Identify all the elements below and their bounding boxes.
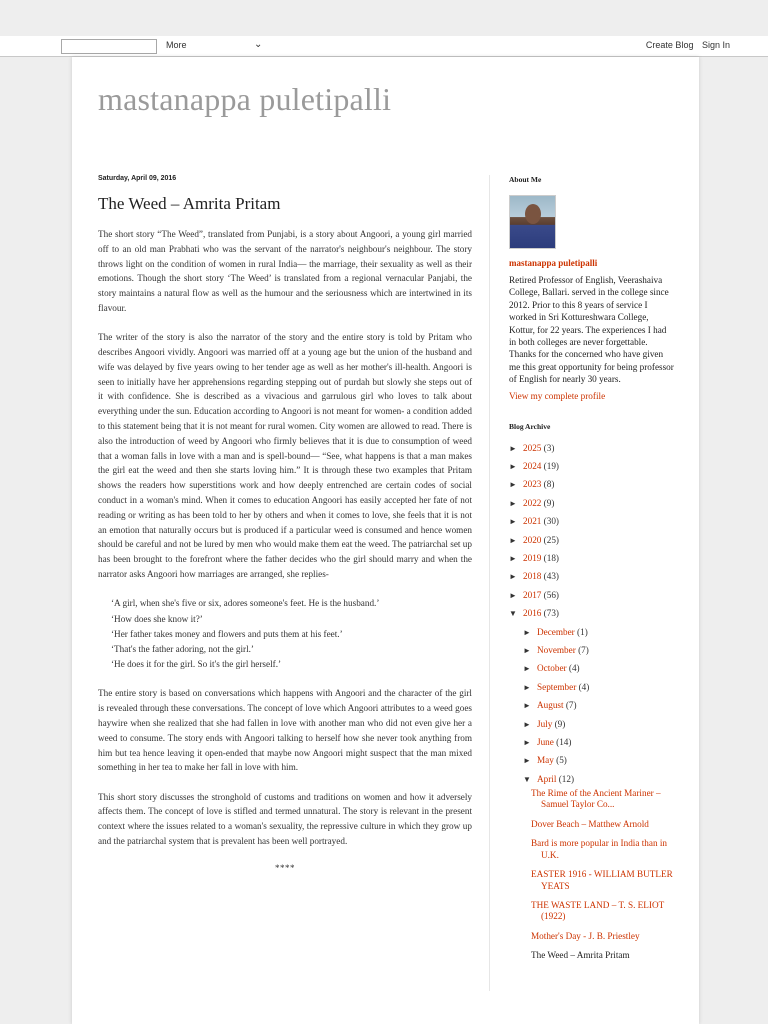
- archive-post-link[interactable]: Mother's Day - J. B. Priestley: [531, 930, 640, 941]
- expand-triangle-icon[interactable]: ►: [523, 737, 531, 747]
- expand-triangle-icon[interactable]: ►: [509, 443, 517, 453]
- archive-year[interactable]: [509, 457, 674, 475]
- expand-triangle-icon[interactable]: ►: [523, 664, 531, 674]
- archive-year-expanded[interactable]: [509, 604, 674, 622]
- archive-year-link[interactable]: 2019: [523, 553, 542, 563]
- archive-count: (1): [577, 626, 588, 637]
- blog-archive: [509, 422, 674, 962]
- post-body: [98, 227, 472, 876]
- archive-month[interactable]: [509, 641, 674, 659]
- blog-page: [72, 57, 699, 1024]
- archive-month-expanded[interactable]: [509, 770, 674, 788]
- archive-month[interactable]: [509, 659, 674, 677]
- archive-count: (7): [565, 700, 577, 711]
- expand-triangle-icon[interactable]: ►: [509, 498, 517, 508]
- archive-count: (18): [543, 553, 559, 563]
- archive-year[interactable]: [509, 475, 674, 493]
- april-post-list: [509, 788, 674, 961]
- expand-triangle-icon[interactable]: ►: [509, 517, 517, 527]
- archive-month-link[interactable]: July: [537, 718, 553, 729]
- archive-month[interactable]: [509, 733, 674, 751]
- profile-description: Retired Professor of English, Veerashaiva College, Ballari. served in the college since 2012. Prior to this 8 years of service I worked in Sri Kottureshwara College, Kottur, for 22 years. The experiences I had in both colleges are never forgettable. Thanks for the concerned who have given me this great opportunity for being professor of English for nearly 30 years.: [509, 275, 674, 385]
- archive-month[interactable]: [509, 751, 674, 769]
- create-blog-link[interactable]: Create Blog: [645, 40, 694, 50]
- post-paragraph: The writer of the story is also the narrator of the story and the entire story is told by Pritam who describes Angoori vividly. Angoori was married off at a young age but the union of the husband and wife was delayed by five years owing to her tender age as well as her mother's ill-health. Angoori is seen to initially have her apprehensions regarding stepping out of purdah but slowly she steps out of it with confidence. She is described as a vivacious and garrulous girl who loves to talk about everything under the sun. Education according to Angoori is not meant for women- a condition added to this statement being that it is not meant for rural women. City women are allowed to read. There is also the introduction of weed by Angoori who firmly believes that it is due to consumption of weed that a woman falls in love with a man and is spell-bound— “See, what happens is that a man makes the girl eat the weed and then she starts loving him.” It is through these two examples that Pritam shows the readers how superstitions work and how deeply entrenched are certain codes of social conduct in a woman's mind. When it comes to education Angoori has easily accepted her fate of not reading or writing as has been told to her by others and when it comes to love, she feels that it is not an emotion that naturally occurs but is produced if a particular weed is consumed and hence women should be careful and not be lured by men who would make them eat the weed. The patriarchal set up has been brought to the forefront where the father decides who the girl should marry and when the narrator asks Angoori how marriages are arranged, she replies-: [98, 332, 472, 580]
- post-quote: [98, 596, 472, 672]
- archive-year-link[interactable]: 2024: [523, 461, 542, 472]
- archive-month-link[interactable]: June: [537, 736, 554, 747]
- archive-year-link[interactable]: 2016: [523, 608, 542, 619]
- expand-triangle-icon[interactable]: ►: [523, 719, 531, 729]
- archive-month-link[interactable]: August: [537, 700, 564, 711]
- blog-title[interactable]: mastanappa puletipalli: [98, 81, 392, 117]
- expand-triangle-icon[interactable]: ►: [523, 701, 531, 711]
- sign-in-link[interactable]: Sign In: [701, 40, 730, 50]
- archive-count: (9): [554, 718, 566, 729]
- archive-list: [509, 439, 674, 962]
- archive-year-link[interactable]: 2020: [523, 534, 542, 545]
- chevron-down-icon: ⌄: [254, 39, 263, 50]
- archive-year-link[interactable]: 2025: [523, 442, 542, 453]
- collapse-triangle-icon[interactable]: ▼: [523, 774, 531, 784]
- expand-triangle-icon[interactable]: ►: [509, 535, 517, 545]
- archive-year[interactable]: [509, 512, 674, 530]
- archive-month-link[interactable]: November: [537, 644, 576, 655]
- archive-count: (19): [543, 461, 559, 472]
- expand-triangle-icon[interactable]: ►: [509, 462, 517, 472]
- quote-line: ‘He does it for the girl. So it's the girl herself.’: [111, 659, 282, 670]
- search-input[interactable]: [61, 39, 157, 54]
- post-date: Saturday, April 09, 2016: [98, 175, 177, 182]
- archive-year[interactable]: [509, 531, 674, 549]
- post-paragraph: The entire story is based on conversations which happens with Angoori and the character of the girl is revealed through these conversations. The concept of love which Angoori attributes to a weed goes haywire when she realized that she had fallen in love with another man who did not even give her a weed to consume. The story ends with Angoori talking to herself how she never took anything from him but tea hence leaving it open-ended that maybe now Angoori might suspect that the man mixed something in her tea to make her fall in love with him.: [98, 688, 472, 773]
- archive-year-link[interactable]: 2021: [523, 516, 542, 527]
- archive-year[interactable]: [509, 567, 674, 585]
- archive-month-link[interactable]: April: [537, 773, 557, 784]
- archive-year[interactable]: [509, 439, 674, 457]
- expand-triangle-icon[interactable]: ►: [523, 682, 531, 692]
- post-end-mark: ****: [275, 863, 295, 874]
- archive-month-link[interactable]: October: [537, 663, 567, 674]
- archive-year-link[interactable]: 2023: [523, 479, 542, 490]
- view-profile-link[interactable]: View my complete profile: [509, 390, 606, 401]
- archive-post-link[interactable]: EASTER 1916 - WILLIAM BUTLER YEATS: [531, 869, 673, 891]
- archive-count: (5): [556, 755, 567, 766]
- archive-year-link[interactable]: 2022: [523, 497, 542, 508]
- archive-year-link[interactable]: 2017: [523, 589, 542, 600]
- archive-month[interactable]: [509, 623, 674, 641]
- quote-line: ‘A girl, when she's five or six, adores someone's feet. He is the husband.’: [111, 598, 380, 609]
- archive-month[interactable]: [509, 715, 674, 733]
- collapse-triangle-icon[interactable]: ▼: [509, 609, 517, 619]
- archive-count: (30): [543, 516, 559, 527]
- archive-month-link[interactable]: September: [537, 681, 577, 692]
- archive-count: (4): [568, 663, 580, 674]
- quote-line: ‘How does she know it?’: [111, 613, 203, 624]
- archive-count: (14): [556, 736, 572, 747]
- archive-count: (8): [543, 479, 555, 490]
- expand-triangle-icon[interactable]: ►: [523, 627, 531, 637]
- archive-month[interactable]: [509, 696, 674, 714]
- archive-month[interactable]: [509, 678, 674, 696]
- archive-count: (56): [543, 589, 559, 600]
- column-divider: [489, 175, 490, 991]
- archive-count: (4): [578, 681, 590, 692]
- post-column: [98, 175, 472, 876]
- archive-count: (25): [543, 534, 559, 545]
- expand-triangle-icon[interactable]: ►: [509, 480, 517, 490]
- expand-triangle-icon[interactable]: ►: [509, 572, 517, 582]
- archive-count: (43): [543, 571, 559, 582]
- archive-month-link[interactable]: December: [537, 626, 575, 637]
- archive-current-post: The Weed – Amrita Pritam: [531, 950, 630, 961]
- archive-post-link[interactable]: THE WASTE LAND – T. S. ELIOT (1922): [531, 899, 665, 922]
- archive-year[interactable]: [509, 549, 674, 567]
- archive-year-link[interactable]: 2018: [523, 571, 542, 582]
- archive-year[interactable]: [509, 494, 674, 512]
- archive-month-link[interactable]: May: [537, 755, 554, 766]
- quote-line: ‘That's the father adoring, not the girl.’: [111, 643, 254, 654]
- expand-triangle-icon[interactable]: ►: [509, 554, 517, 563]
- archive-count: (7): [578, 644, 589, 655]
- blogger-navbar: [0, 36, 768, 57]
- archive-count: (9): [543, 497, 555, 508]
- post-paragraph: This short story discusses the stronghold of customs and traditions on women and how it adversely affects them. The concept of love is stifled and termed unnatural. The story is relevant in the present context where the issues related to a woman's sexuality, the repressive culture in which they grow up and the patriarchal system that is prevalent has been well portrayed.: [98, 791, 472, 847]
- post-paragraph: The short story “The Weed”, translated from Punjabi, is a story about Angoori, a young girl married off to an old man Prabhati who was the servant of the narrator's neighbour's neighbour. The story throws light on the condition of women in rural India— the marriage, their sexuality as well as their emotions. Though the short story ‘The Weed’ is translated from a regional vernacular Panjabi, the story maintains a natural flow as well as the humour and the seriousness which are intertwined in its flavour.: [98, 229, 472, 313]
- sidebar: [509, 175, 674, 970]
- archive-count: (12): [558, 773, 575, 784]
- quote-line: ‘Her father takes money and flowers and puts them at his feet.’: [111, 628, 343, 639]
- profile-name-link[interactable]: mastanappa puletipalli: [509, 258, 598, 268]
- profile-photo[interactable]: [509, 195, 556, 249]
- expand-triangle-icon[interactable]: ►: [523, 645, 531, 655]
- archive-post-link[interactable]: The Rime of the Ancient Mariner – Samuel Taylor Co...: [531, 788, 661, 810]
- more-label: More: [166, 40, 187, 50]
- archive-post-link[interactable]: Bard is more popular in India than in U.K.: [531, 838, 667, 860]
- archive-year[interactable]: [509, 586, 674, 604]
- archive-count: (3): [543, 442, 555, 453]
- post-title[interactable]: The Weed – Amrita Pritam: [98, 194, 281, 213]
- expand-triangle-icon[interactable]: ►: [509, 590, 517, 600]
- archive-post-link[interactable]: Dover Beach – Matthew Arnold: [531, 818, 649, 829]
- expand-triangle-icon[interactable]: ►: [523, 756, 531, 766]
- about-me-title: About Me: [509, 175, 542, 184]
- blog-archive-title: Blog Archive: [509, 421, 551, 431]
- more-dropdown[interactable]: [166, 40, 262, 50]
- archive-count: (73): [543, 608, 559, 619]
